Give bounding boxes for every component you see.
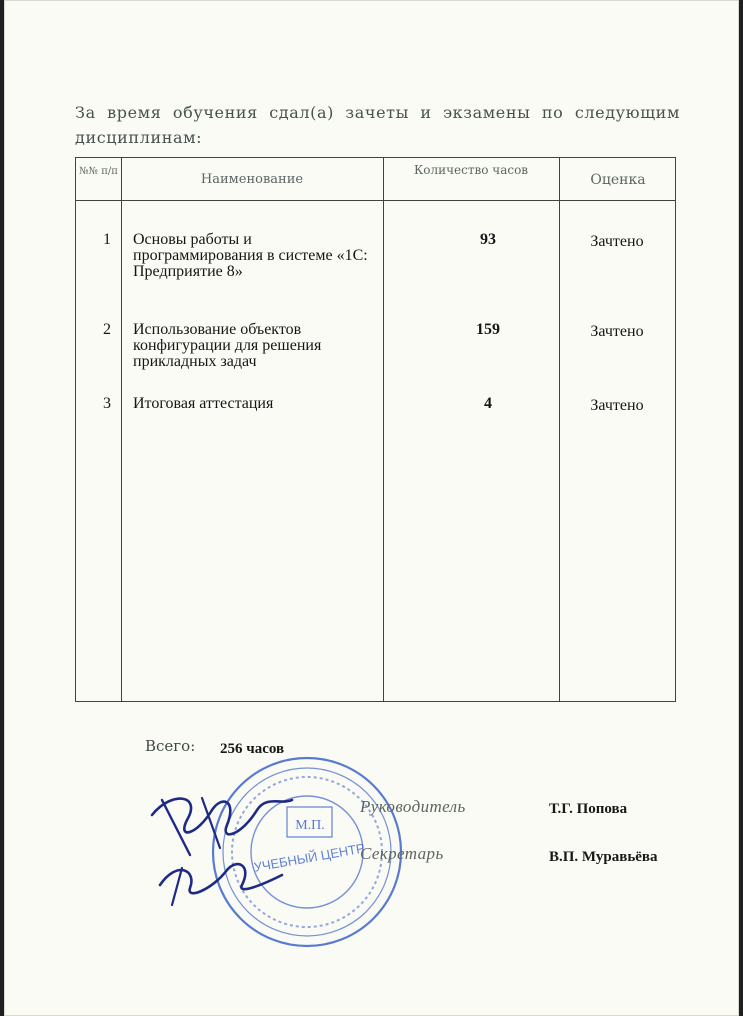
table-column-divider: [559, 158, 560, 701]
disciplines-table: [75, 157, 676, 702]
hours-value: 93: [480, 231, 496, 248]
role-secretary: Секретарь: [360, 844, 444, 863]
total-hours: 256 часов: [220, 741, 285, 757]
row-number: 2: [103, 321, 111, 338]
director-name: Т.Г. Попова: [549, 801, 628, 817]
row-number: 1: [103, 231, 111, 248]
grade-value: Зачтено: [590, 397, 644, 414]
document-page: [4, 0, 739, 1016]
grade-value: Зачтено: [590, 233, 644, 250]
discipline-name: Основы работы и программирования в системе «1С: Предприятие 8»: [133, 231, 368, 280]
intro-text: За время обучения сдал(а) зачеты и экзамены по следующим дисциплинам:: [75, 103, 680, 147]
handwritten-signature: [142, 780, 312, 910]
column-header-num: №№ п/п: [79, 166, 118, 177]
column-header-name: Наименование: [200, 172, 304, 187]
row-number: 3: [103, 395, 111, 412]
stamp-center-text: УЧЕБНЫЙ ЦЕНТР: [252, 840, 366, 875]
hours-value: 4: [484, 395, 492, 412]
discipline-name: Итоговая аттестация: [133, 395, 274, 412]
role-director: Руководитель: [360, 797, 466, 816]
table-column-divider: [121, 158, 122, 701]
grade-value: Зачтено: [590, 323, 644, 340]
hours-value: 159: [476, 321, 500, 338]
column-header-hours: Количество часов: [413, 163, 529, 177]
total-label: Всего:: [145, 737, 196, 755]
column-header-grade: Оценка: [590, 172, 646, 188]
secretary-name: В.П. Муравьёва: [549, 849, 658, 865]
table-column-divider: [383, 158, 384, 701]
stamp-mark: М.П.: [295, 818, 325, 833]
discipline-name: Использование объектов конфигурации для решения прикладных задач: [133, 321, 322, 370]
table-header-divider: [76, 200, 675, 201]
